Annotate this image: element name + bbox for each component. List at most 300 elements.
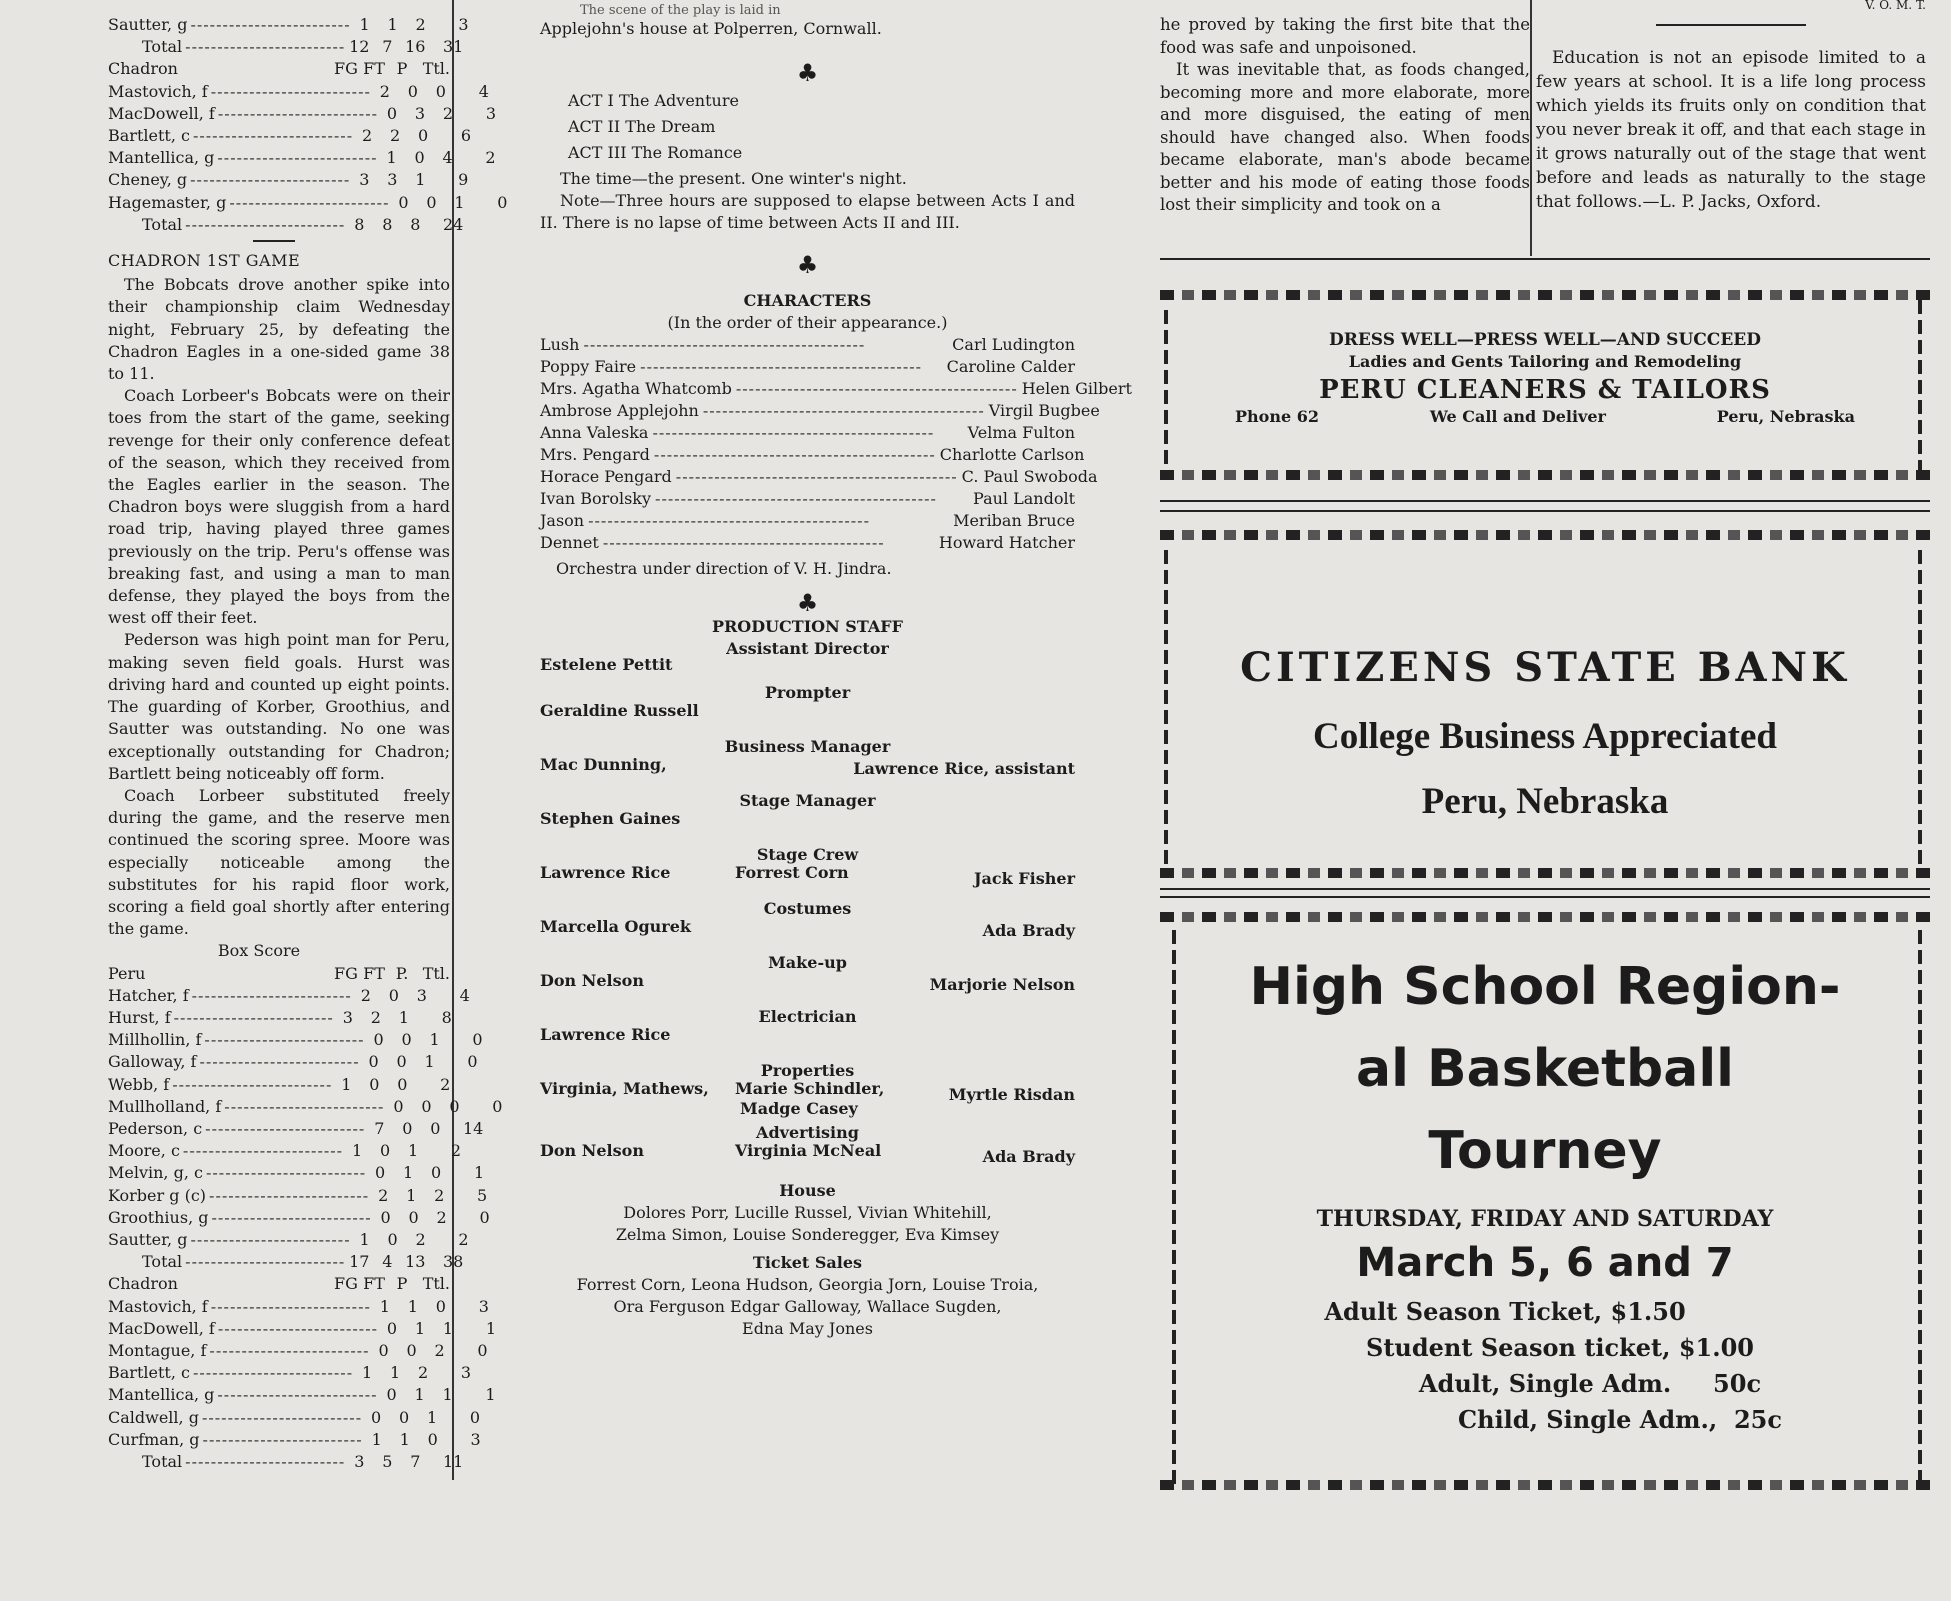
dot-leader: -------------------------	[185, 1452, 346, 1471]
stat-value: 0	[398, 192, 409, 212]
player-name: Bartlett, c	[108, 126, 190, 146]
stat-value: 8	[441, 1007, 452, 1027]
tourney-dates: March 5, 6 and 7	[1356, 1240, 1734, 1286]
player-name: Hagemaster, g	[108, 192, 227, 212]
stat-value: 2	[378, 1185, 389, 1205]
stat-value: 0	[368, 1052, 379, 1072]
dot-leader: -------------------------	[199, 1052, 360, 1072]
stat-value: 0	[388, 985, 399, 1005]
dot-leader: --------------------------------------------	[583, 335, 866, 354]
section-rule	[1160, 888, 1930, 890]
price-label: Adult, Single Adm.	[1418, 1369, 1672, 1398]
dot-leader: -------------------------	[192, 1363, 354, 1383]
header-partial: V. O. M. T.	[1865, 0, 1926, 12]
stat-value: 11	[442, 1452, 464, 1471]
quote-column	[1536, 0, 1926, 214]
table-row	[108, 1296, 489, 1318]
table-row	[108, 1207, 490, 1229]
essay-column	[1160, 14, 1530, 217]
divider	[1656, 24, 1806, 26]
stat-value: 2	[360, 985, 371, 1005]
table-row	[108, 1407, 481, 1429]
stat-value: 2	[390, 126, 401, 146]
stat-value: 0	[386, 1385, 397, 1405]
actor-name: C. Paul Swoboda	[961, 467, 1098, 486]
table-row	[108, 169, 469, 191]
staff-name: Ada Brady	[982, 921, 1075, 940]
dot-leader: -------------------------	[182, 1141, 344, 1161]
cast-row	[540, 356, 1075, 378]
stat-value: 0	[421, 1096, 432, 1116]
player-name: Korber g (c)	[108, 1185, 207, 1205]
house-title: House	[779, 1181, 836, 1200]
staff-name: Marjorie Nelson	[929, 975, 1075, 994]
staff-title: Advertising	[756, 1123, 859, 1142]
section-rule	[1160, 896, 1930, 898]
staff-entry	[540, 790, 1075, 844]
ticket-price	[1170, 1330, 1920, 1366]
ticket-price	[1170, 1366, 1920, 1402]
stat-value: 8	[410, 214, 421, 234]
stat-value: 0	[378, 1340, 389, 1360]
tourney-title: al Basketball	[1356, 1039, 1734, 1099]
actor-name: Carl Ludington	[952, 335, 1075, 354]
price-value: 50c	[1713, 1369, 1762, 1398]
stat-value: 0	[472, 1030, 483, 1050]
house-names: Dolores Porr, Lucille Russel, Vivian Whitehill,	[623, 1203, 992, 1222]
column-rule	[1530, 0, 1532, 256]
dot-leader: --------------------------------------------	[735, 379, 1018, 398]
dot-leader: --------------------------------------------	[702, 401, 985, 420]
stat-value: 1	[359, 15, 370, 34]
stat-value: 1	[442, 1318, 454, 1338]
dot-leader: -------------------------	[217, 1385, 378, 1405]
column-header: FG	[334, 963, 358, 983]
dot-leader: -------------------------	[211, 1207, 372, 1227]
staff-name: Lawrence Rice	[540, 863, 671, 882]
ad-phone: Phone 62	[1235, 407, 1319, 426]
stat-value: 16	[405, 37, 426, 57]
player-name: Caldwell, g	[108, 1407, 199, 1427]
total-row	[108, 1451, 464, 1473]
tourney-ad	[1170, 950, 1920, 1438]
act-line: ACT III The Romance	[568, 143, 743, 162]
stat-value: 1	[415, 170, 426, 190]
stat-value: 1	[414, 1318, 426, 1338]
role-name: Mrs. Pengard	[540, 445, 650, 464]
actor-name: Virgil Bugbee	[988, 401, 1100, 420]
stat-value: 0	[449, 1096, 460, 1116]
ad-line: Ladies and Gents Tailoring and Remodeling	[1348, 352, 1742, 371]
dot-leader: -------------------------	[224, 1096, 385, 1116]
ad-line: DRESS WELL—PRESS WELL—AND SUCCEED	[1328, 330, 1761, 350]
stat-value: 0	[402, 1118, 413, 1138]
dot-leader: --------------------------------------------	[640, 357, 923, 376]
staff-name: Madge Casey	[740, 1099, 858, 1118]
ticket-names: Forrest Corn, Leona Hudson, Georgia Jorn, Louise Troia,	[576, 1275, 1039, 1294]
staff-entry	[540, 1122, 1075, 1176]
ornamental-border	[1160, 530, 1930, 540]
staff-name: Stephen Gaines	[540, 809, 681, 828]
stat-value: 2	[485, 148, 496, 168]
cleaners-ad	[1170, 330, 1920, 426]
stat-value: 0	[379, 1141, 391, 1161]
staff-name: Virginia, Mathews,	[540, 1079, 709, 1098]
stat-value: 3	[359, 170, 370, 190]
player-name: Mastovich, f	[108, 1296, 208, 1316]
table-row	[108, 1384, 496, 1406]
cast-row	[540, 532, 1075, 554]
act-line: ACT I The Adventure	[568, 91, 739, 110]
column-header: P.	[395, 963, 409, 983]
staff-name: Myrtle Risdan	[948, 1085, 1075, 1104]
ornamental-border	[1164, 550, 1168, 870]
stat-value: 1	[406, 1185, 417, 1205]
stat-value: 0	[467, 1052, 478, 1072]
box-score-peru	[108, 963, 503, 1274]
price-value: 25c	[1733, 1405, 1782, 1434]
ornamental-border	[1160, 868, 1930, 878]
dot-leader: -------------------------	[202, 1429, 363, 1449]
role-name: Mrs. Agatha Whatcomb	[540, 379, 732, 398]
stat-value: 0	[399, 1407, 410, 1427]
stat-value: 1	[351, 1141, 363, 1161]
role-name: Anna Valeska	[540, 423, 649, 442]
cast-row	[540, 466, 1098, 488]
dot-leader: --------------------------------------------	[655, 489, 937, 508]
sports-column	[108, 14, 508, 1473]
table-row	[108, 81, 489, 103]
player-name: Mantellica, g	[108, 1385, 215, 1405]
dot-leader: -------------------------	[217, 148, 378, 168]
stat-value: 0	[435, 81, 446, 101]
column-header: Ttl.	[422, 963, 450, 983]
cast-list	[540, 334, 1132, 554]
staff-name: Don Nelson	[540, 1141, 644, 1160]
stat-value: 1	[407, 1296, 418, 1316]
stat-value: 3	[478, 1296, 489, 1316]
staff-name: Virginia McNeal	[735, 1141, 882, 1160]
role-name: Ivan Borolsky	[540, 489, 652, 508]
stat-value: 5	[382, 1452, 393, 1471]
column-header: FG	[334, 59, 358, 79]
stat-value: 2	[442, 103, 454, 123]
stat-value: 0	[435, 1296, 446, 1316]
stat-value: 1	[429, 1030, 440, 1050]
dot-leader: -------------------------	[173, 1007, 334, 1027]
stat-value: 1	[399, 1429, 410, 1449]
ticket-price	[1170, 1402, 1920, 1438]
player-name: Millhollin, f	[108, 1030, 202, 1050]
article-paragraph: Coach Lorbeer's Bobcats were on their toes from the start of the game, seeking revenge for their only conference defeat of the season, which they received from the Eagles earlier in the season. The Chadron boys were sluggish from a hard road trip, having played three games previously on the trip. Peru's offense was breaking fast, and using a man to man defense, they played the boys from the west off their feet.	[108, 386, 450, 628]
table-row	[108, 1229, 469, 1251]
bank-slogan: College Business Appreciated	[1313, 716, 1777, 757]
staff-entry	[540, 952, 1075, 1006]
house-names: Zelma Simon, Louise Sonderegger, Eva Kimsey	[615, 1225, 1000, 1244]
stat-value: 4	[478, 81, 489, 101]
stat-value: 3	[470, 1429, 481, 1449]
staff-name: Mac Dunning,	[540, 755, 667, 774]
dot-leader: -------------------------	[210, 81, 371, 101]
stat-value: 0	[407, 81, 418, 101]
staff-name: Ada Brady	[982, 1147, 1075, 1166]
player-name: Total	[142, 37, 183, 57]
stat-value: 0	[431, 1163, 442, 1183]
table-row	[108, 147, 496, 169]
staff-entry	[540, 736, 1075, 790]
cast-row	[540, 334, 1075, 356]
section-rule	[1160, 258, 1930, 260]
staff-name: Lawrence Rice	[540, 1025, 671, 1044]
essay-text: he proved by taking the first bite that the food was safe and unpoisoned.	[1160, 15, 1530, 57]
staff-title: Prompter	[764, 683, 851, 702]
dot-leader: -------------------------	[190, 170, 351, 190]
dot-leader: -------------------------	[190, 1229, 351, 1249]
stat-value: 0	[418, 126, 429, 146]
bank-ad	[1170, 644, 1920, 823]
dot-leader: --------------------------------------------	[675, 467, 958, 486]
stat-value: 2	[362, 126, 373, 146]
dot-leader: --------------------------------------------	[602, 533, 885, 552]
staff-entry	[540, 1060, 1075, 1122]
stat-value: 1	[387, 15, 398, 34]
dot-leader: -------------------------	[190, 15, 351, 34]
stat-value: 0	[396, 1052, 407, 1072]
staff-title: Properties	[760, 1061, 855, 1080]
actor-name: Velma Fulton	[967, 423, 1075, 442]
box-score-title: Box Score	[217, 941, 301, 961]
table-row	[108, 103, 496, 125]
stat-value: 0	[401, 1030, 412, 1050]
table-header	[108, 963, 450, 985]
dot-leader: -------------------------	[191, 985, 352, 1005]
ticket-names: Ora Ferguson Edgar Galloway, Wallace Sugden,	[613, 1297, 1002, 1316]
stat-value: 0	[406, 1340, 417, 1360]
price-label: Student Season ticket, $1.00	[1366, 1333, 1754, 1362]
player-name: Mantellica, g	[108, 148, 215, 168]
team-name: Chadron	[108, 59, 178, 79]
total-row	[108, 214, 464, 236]
stat-value: 0	[492, 1096, 503, 1116]
staff-title: Electrician	[758, 1007, 857, 1026]
note: Note—Three hours are supposed to elapse between Acts I and II. There is no lapse of time between Acts II and III.	[540, 191, 1075, 232]
table-row	[108, 985, 470, 1007]
player-name: MacDowell, f	[108, 1318, 215, 1338]
role-name: Jason	[540, 511, 585, 530]
stat-value: 8	[382, 214, 393, 234]
cast-row	[540, 444, 1085, 466]
stat-value: 1	[414, 1385, 425, 1405]
stat-value: 0	[373, 1030, 384, 1050]
table-header	[108, 1273, 450, 1295]
stat-value: 1	[454, 192, 465, 212]
cast-row	[540, 488, 1075, 510]
stat-value: 1	[485, 1385, 496, 1405]
dot-leader: -------------------------	[185, 37, 346, 57]
player-name: Galloway, f	[108, 1052, 197, 1072]
column-header: FT	[363, 963, 385, 983]
table-row	[108, 14, 469, 36]
stat-value: 1	[386, 148, 397, 168]
stat-value: 0	[386, 103, 398, 123]
stat-value: 3	[485, 103, 496, 123]
role-name: Poppy Faire	[540, 357, 637, 376]
stat-value: 0	[497, 192, 508, 212]
staff-title: Costumes	[763, 899, 852, 918]
column-header: FT	[363, 1274, 385, 1294]
ornament-icon: ♣	[796, 59, 819, 87]
stat-value: 0	[426, 192, 437, 212]
stat-value: 2	[450, 1141, 462, 1161]
play-program-column	[540, 3, 1132, 1340]
dot-leader: --------------------------------------------	[653, 445, 936, 464]
stat-value: 1	[362, 1363, 373, 1383]
stat-value: 3	[416, 985, 427, 1005]
stat-value: 4	[459, 985, 470, 1005]
stat-value: 13	[405, 1252, 426, 1272]
stat-value: 0	[408, 1207, 419, 1227]
dot-leader: -------------------------	[185, 214, 346, 234]
table-row	[108, 1118, 484, 1140]
actor-name: Howard Hatcher	[938, 533, 1075, 552]
stat-value: 0	[393, 1096, 404, 1116]
dot-leader: -------------------------	[209, 1185, 370, 1205]
stat-value: 3	[354, 1452, 365, 1471]
dot-leader: -------------------------	[172, 1074, 333, 1094]
player-name: Curfman, g	[108, 1429, 200, 1449]
staff-title: Stage Manager	[739, 791, 876, 810]
dot-leader: -------------------------	[205, 1163, 367, 1183]
dot-leader: -------------------------	[217, 103, 378, 123]
article-paragraph: Pederson was high point man for Peru, making seven field goals. Hurst was driving hard and counted up eight points. The guarding of Korber, Groothius, and Sautter was outstanding. No one was exceptionally outstanding for Chadron; Bartlett being noticeably off form.	[108, 630, 450, 783]
box-score-chadron-second	[108, 1273, 496, 1473]
bank-name: CITIZENS STATE BANK	[1240, 644, 1850, 691]
tourney-title: Tourney	[1428, 1121, 1662, 1181]
staff-title: Assistant Director	[726, 639, 889, 658]
stat-value: 0	[469, 1407, 481, 1427]
table-row	[108, 1007, 450, 1029]
stat-value: 31	[442, 37, 464, 57]
ad-business-name: PERU CLEANERS & TAILORS	[1319, 375, 1771, 405]
article-paragraph: Coach Lorbeer substituted freely during the game, and the reserve men continued the scoring spree. Moore was especially noticeable among the substitutes for his rapid floor work, scoring a field goal shortly after entering the game.	[108, 785, 450, 939]
role-name: Lush	[540, 335, 580, 354]
ornament-icon: ♣	[796, 589, 819, 617]
staff-name: Lawrence Rice, assistant	[853, 759, 1075, 778]
stat-value: 3	[460, 1363, 472, 1383]
stat-value: 38	[442, 1252, 464, 1272]
stat-value: 1	[427, 1407, 438, 1427]
actor-name: Helen Gilbert	[1021, 379, 1132, 398]
dot-leader: -------------------------	[229, 192, 390, 212]
ornamental-border	[1160, 290, 1930, 300]
player-name: Total	[142, 214, 183, 234]
staff-name: Estelene Pettit	[540, 655, 673, 674]
player-name: Total	[142, 1252, 183, 1272]
actor-name: Paul Landolt	[973, 489, 1075, 508]
production-staff	[540, 638, 1075, 1176]
scene-line: Applejohn's house at Polperren, Cornwall.	[540, 19, 882, 38]
essay-text: It was inevitable that, as foods changed, becoming more and more elaborate, more and more disguised, the eating of men should have changed also. When foods became elaborate, man's abode became better and his mode of eating those foods lost their simplicity and took on a	[1160, 60, 1530, 214]
stat-value: 0	[427, 1429, 438, 1449]
stat-value: 2	[434, 1185, 445, 1205]
ticket-price	[1170, 1294, 1920, 1330]
act-line: ACT II The Dream	[568, 117, 716, 136]
box-score-chadron-first	[108, 58, 508, 236]
dot-leader: -------------------------	[192, 126, 354, 146]
player-name: Mullholland, f	[108, 1096, 222, 1116]
tourney-title: High School Region-	[1249, 957, 1841, 1017]
column-header: Ttl.	[422, 59, 450, 79]
staff-title: Stage Crew	[756, 845, 859, 864]
team-name: Peru	[108, 963, 146, 983]
characters-subtitle: (In the order of their appearance.)	[667, 313, 948, 332]
stat-value: 2	[458, 1229, 469, 1249]
ornamental-border	[1164, 310, 1168, 470]
total-row	[108, 1251, 464, 1273]
dot-leader: -------------------------	[209, 1340, 370, 1360]
table-row	[108, 1162, 485, 1184]
role-name: Horace Pengard	[540, 467, 672, 486]
stat-value: 1	[341, 1074, 352, 1094]
stat-value: 2	[415, 1229, 426, 1249]
orchestra-line: Orchestra under direction of V. H. Jindra.	[556, 559, 892, 578]
time-line: The time—the present. One winter's night.	[560, 169, 907, 188]
dot-leader: -------------------------	[217, 1318, 378, 1338]
player-name: Cheney, g	[108, 170, 188, 190]
player-name: Sautter, g	[108, 15, 188, 34]
stat-value: 1	[407, 1141, 419, 1161]
actor-name: Meriban Bruce	[953, 511, 1075, 530]
stat-value: 2	[379, 81, 390, 101]
role-name: Ambrose Applejohn	[540, 401, 699, 420]
stat-value: 8	[354, 214, 365, 234]
stat-value: 0	[477, 1340, 488, 1360]
article-paragraph: The Bobcats drove another spike into their championship claim Wednesday night, February 25, by defeating the Chadron Eagles in a one-sided game 38 to 11.	[108, 275, 450, 384]
stat-value: 0	[397, 1074, 408, 1094]
player-name: Melvin, g, c	[108, 1163, 203, 1183]
ticket-names: Edna May Jones	[742, 1319, 873, 1338]
stat-value: 0	[369, 1074, 380, 1094]
staff-entry	[540, 638, 1075, 682]
stat-value: 0	[479, 1207, 490, 1227]
stat-value: 1	[379, 1296, 390, 1316]
player-name: Montague, f	[108, 1340, 207, 1360]
staff-name: Don Nelson	[540, 971, 644, 990]
ornamental-border	[1160, 912, 1930, 922]
stat-value: 3	[458, 15, 469, 34]
column-header: FG	[334, 1274, 358, 1294]
production-title: PRODUCTION STAFF	[711, 617, 904, 636]
dot-leader: -------------------------	[201, 1407, 363, 1427]
staff-name: Geraldine Russell	[540, 701, 699, 720]
stat-value: 0	[386, 1318, 398, 1338]
ticket-title: Ticket Sales	[752, 1253, 863, 1272]
stat-value: 4	[382, 1252, 393, 1272]
staff-entry	[540, 844, 1075, 898]
player-name: Mastovich, f	[108, 81, 208, 101]
partial-line: The scene of the play is laid in	[580, 3, 781, 18]
stat-value: 0	[380, 1207, 391, 1227]
stat-value: 2	[434, 1340, 445, 1360]
column-header: FT	[363, 59, 385, 79]
stat-value: 3	[342, 1007, 353, 1027]
stat-value: 4	[442, 148, 453, 168]
table-row	[108, 1096, 503, 1118]
section-rule	[1160, 500, 1930, 502]
table-row	[108, 1340, 488, 1362]
player-name: Moore, c	[108, 1141, 180, 1161]
stat-value: 1	[390, 1363, 401, 1383]
